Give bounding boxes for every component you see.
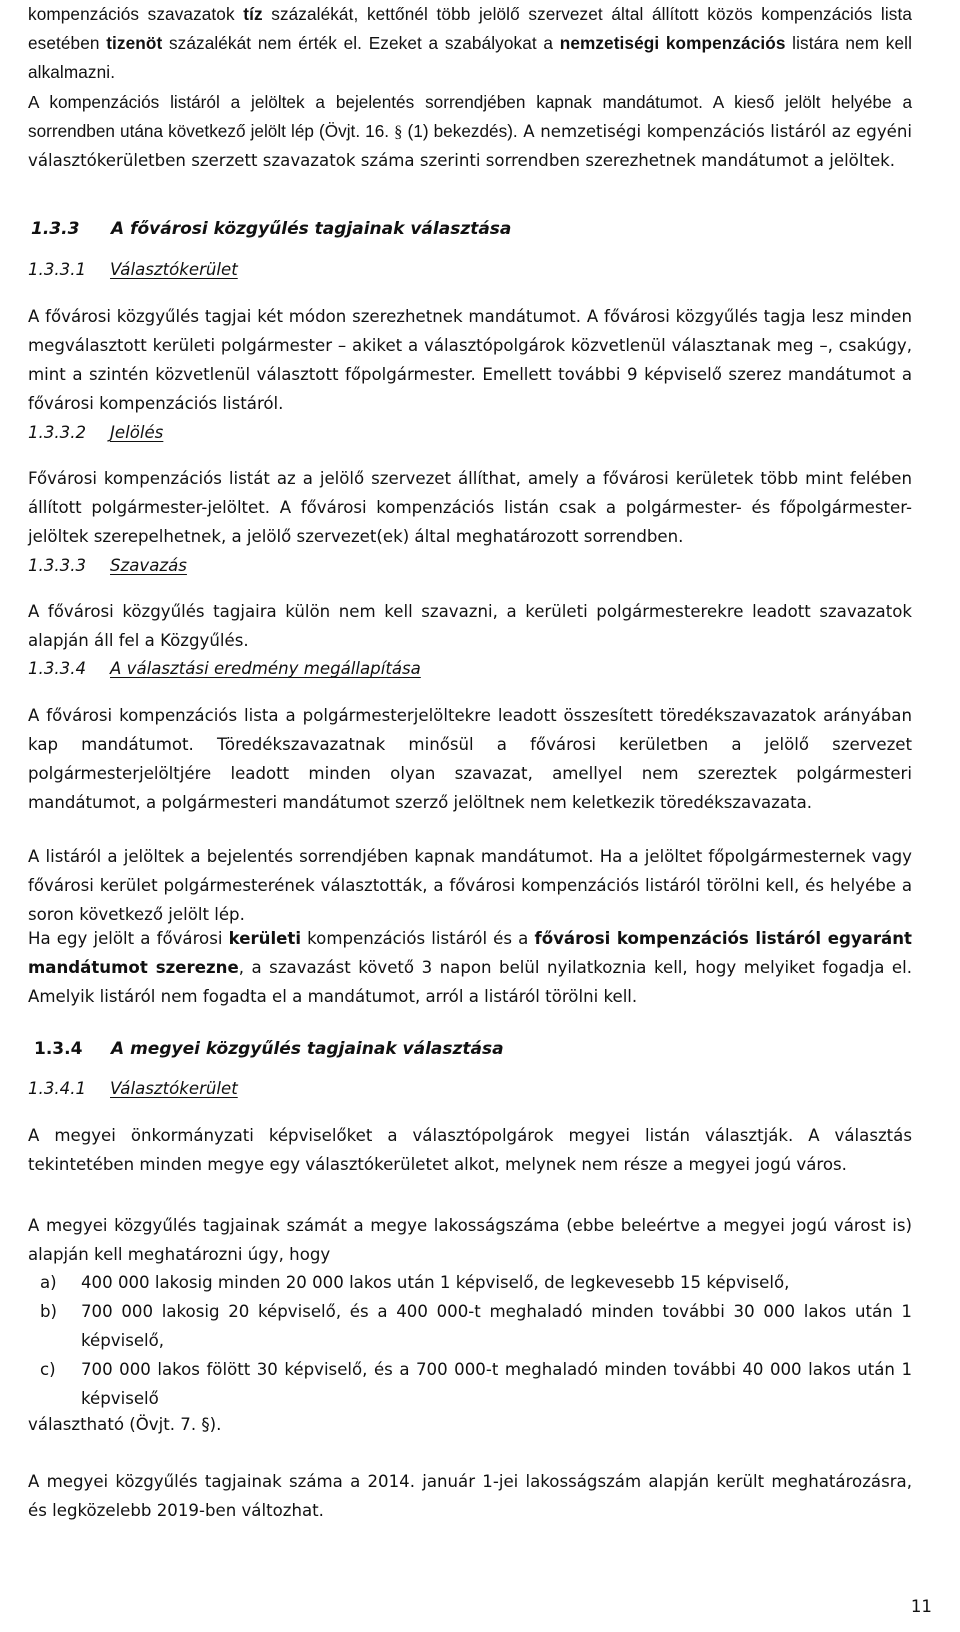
list-marker: c) <box>40 1360 56 1379</box>
section-sign: § <box>394 122 403 141</box>
text-run: kompenzációs listáról és a <box>301 929 535 948</box>
paragraph-result-list-order: A listáról a jelöltek a bejelentés sorrendjében kapnak mandátumot. Ha a jelöltet főpolgármesternek vagy fővárosi kerület polgármesterének választották, a fővárosi kompenzációs listáról törölni kell, és helyébe a soron következő jelölt lép. <box>28 847 912 924</box>
bold-text: kerületi <box>228 929 302 948</box>
paragraph-county-members-intro: A megyei közgyűlés tagjainak számát a megye lakosságszáma (ebbe beleértve a megyei jogú várost is) alapján kell meghatározni úgy, hogy <box>28 1216 912 1264</box>
page-number: 11 <box>910 1597 932 1616</box>
heading-number: 1.3.3.3 <box>28 556 87 575</box>
heading-number: 1.3.3.1 <box>28 260 87 279</box>
text-run: százalékát nem érték el. Ezeket a szabályokat a <box>162 33 560 53</box>
list-item <box>28 1355 912 1413</box>
heading-1-3-4-1 <box>28 1077 912 1101</box>
text-run: A kompenzációs listáról a jelöltek a bejelentés sorrendjében kapnak mandátumot. A kieső jelölt helyébe a sorrendben utána következő jelölt lép (Övjt. 16. <box>28 92 912 141</box>
list-marker: b) <box>40 1302 58 1321</box>
list-text: 700 000 lakosig 20 képviselő, és a 400 000-t meghaladó minden további 30 000 lakos után 1 képviselő, <box>81 1302 912 1350</box>
list-text: 700 000 lakos fölött 30 képviselő, és a 700 000-t meghaladó minden további 40 000 lakos után 1 képviselő <box>81 1360 912 1408</box>
list-item <box>28 1297 912 1355</box>
text-run: százalékát, kettőnél több jelölő szervezet által állított közös kompenzációs lista esetében <box>28 4 912 53</box>
paragraph-electable: választható (Övjt. 7. §). <box>28 1415 222 1434</box>
paragraph-compensation-threshold <box>28 0 912 87</box>
bold-text: tíz <box>243 4 263 24</box>
heading-1-3-4 <box>28 1037 912 1061</box>
text-run: , a szavazást követő 3 napon belül nyilatkoznia kell, hogy melyiket fogadja el. Amelyik listáról nem fogadta el a mandátumot, arról a listáról törölni kell. <box>28 958 912 1006</box>
heading-number: 1.3.4 <box>34 1039 83 1059</box>
list-text: 400 000 lakosig minden 20 000 lakos után 1 képviselő, de legkevesebb 15 képviselő, <box>81 1273 790 1292</box>
bold-text: fővárosi kompenzációs listáról egyaránt mandátumot szerezne <box>28 929 912 977</box>
paragraph-county-constituency: A megyei önkormányzati képviselőket a választópolgárok megyei listán választják. A választás tekintetében minden megye egy választókerületet alkot, melynek nem része a megyei jogú város. <box>28 1126 912 1174</box>
paragraph-nomination: Fővárosi kompenzációs listát az a jelölő szervezet állíthat, amely a fővárosi kerületek több mint felében állított polgármester-jelöltet. A fővárosi kompenzációs listán csak a polgármester- és főpolgármester-jelöltek szerepelhetnek, a jelölő szervezet(ek) által meghatározott sorrendben. <box>28 469 912 546</box>
paragraph-assembly-members: A fővárosi közgyűlés tagjai két módon szerezhetnek mandátumot. A fővárosi közgyűlés tagja lesz minden megválasztott kerületi polgármester – akiket a választópolgárok közvetlenül választanak meg –, csakúgy, mint a szintén közvetlenül választott főpolgármester. Emellett további 9 képviselő szerez mandátumot a fővárosi kompenzációs listáról. <box>28 307 912 413</box>
paragraph-voting: A fővárosi közgyűlés tagjaira külön nem kell szavazni, a kerületi polgármesterekre leadott szavazatok alapján áll fel a Közgyűlés. <box>28 602 912 650</box>
heading-title: Szavazás <box>110 556 187 575</box>
heading-title: A választási eredmény megállapítása <box>110 659 421 678</box>
paragraph-double-mandate <box>28 924 912 1011</box>
text-run: listára nem kell alkalmazni. <box>28 33 912 82</box>
text-run: kompenzációs szavazatok <box>28 4 244 24</box>
heading-1-3-3-2 <box>28 421 912 445</box>
text-run: Ha egy jelölt a fővárosi <box>28 929 229 948</box>
heading-title: Választókerület <box>110 260 238 279</box>
bold-text: tizenöt <box>106 33 163 53</box>
paragraph-list-order <box>28 88 912 175</box>
heading-number: 1.3.3.4 <box>28 659 87 678</box>
heading-number: 1.3.3.2 <box>28 423 87 442</box>
heading-1-3-3-1 <box>28 258 912 282</box>
heading-number: 1.3.4.1 <box>28 1079 87 1098</box>
heading-title: A megyei közgyűlés tagjainak választása <box>111 1039 504 1059</box>
heading-title: Választókerület <box>110 1079 238 1098</box>
text-run: (1) bekezdés). <box>402 121 518 141</box>
heading-number: 1.3.3 <box>31 219 80 239</box>
heading-1-3-3 <box>28 217 912 241</box>
paragraph-member-count-basis: A megyei közgyűlés tagjainak száma a 2014. január 1-jei lakosságszám alapján került meghatározásra, és legközelebb 2019-ben változhat. <box>28 1472 912 1520</box>
list-marker: a) <box>40 1273 57 1292</box>
heading-title: A fővárosi közgyűlés tagjainak választása <box>111 219 512 239</box>
bold-text: nemzetiségi kompenzációs <box>559 33 786 53</box>
paragraph-result-fractional: A fővárosi kompenzációs lista a polgármesterjelöltekre leadott összesített töredékszavazatok arányában kap mandátumot. Töredékszavazatnak minősül a fővárosi kerületben a jelölő szervezet polgármesterjelöltjére leadott minden olyan szavazat, amellyel nem szereztek polgármesteri mandátumot, a polgármesteri mandátumot szerző jelöltnek nem keletkezik töredékszavazata. <box>28 706 912 812</box>
text-run: A nemzetiségi kompenzációs listáról az egyéni választókerületben szerzett szavazatok száma szerinti sorrendben szerezhetnek mandátumot a jelöltek. <box>28 122 912 170</box>
heading-title: Jelölés <box>110 423 164 442</box>
heading-1-3-3-3 <box>28 554 912 578</box>
list-item <box>28 1268 912 1297</box>
heading-1-3-3-4 <box>28 657 912 681</box>
